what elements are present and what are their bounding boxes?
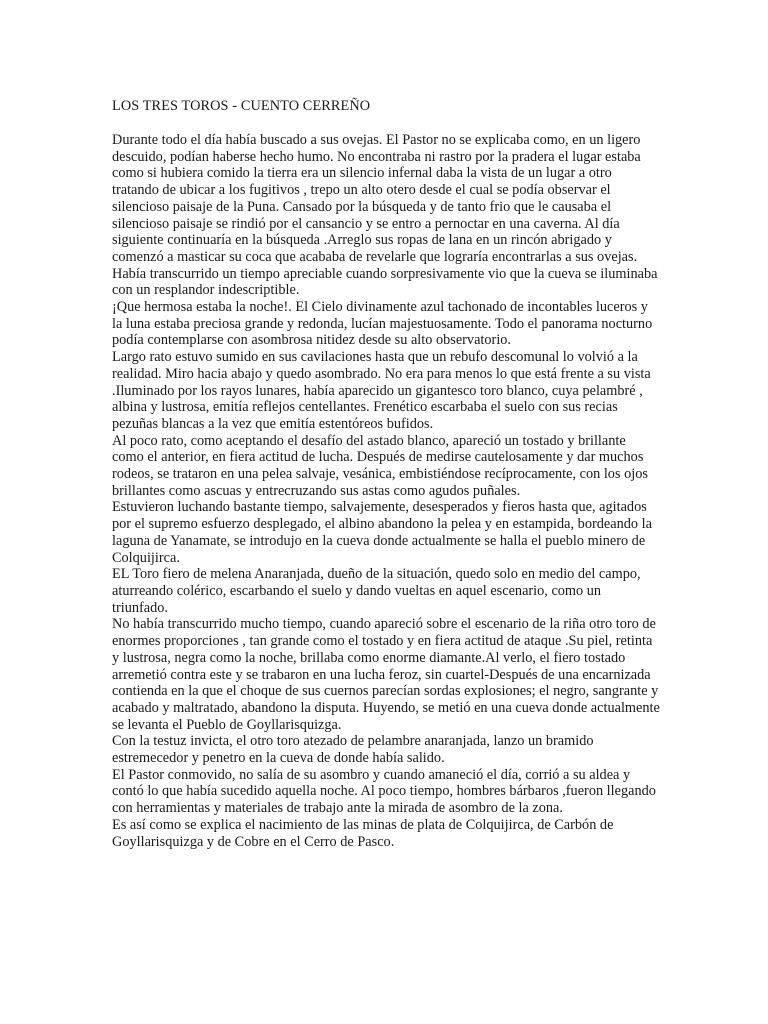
paragraph-10: Es así como se explica el nacimiento de las minas de plata de Colquijirca, de Carbón de Goyllarisquizga y de Cobre en el Cerro de Pasco. [112,816,614,850]
paragraph-5: Estuvieron luchando bastante tiempo, salvajemente, desesperados y fieros hasta que, agitados por el supremo esfuerzo desplegado, el albino abandono la pelea y en estampida, bordeando la laguna de Yanamate, se introdujo en la cueva donde actualmente se halla el pueblo minero de Colquijirca. [112,499,652,566]
paragraph-6: EL Toro fiero de melena Anaranjada, dueño de la situación, quedo solo en medio del campo, aturreando colérico, escarbando el suelo y dando vueltas en aquel escenario, como un triunfado. [112,566,641,616]
story-body [112,132,660,850]
paragraph-7: No había transcurrido mucho tiempo, cuando apareció sobre el escenario de la riña otro toro de enormes proporciones , tan grande como el tostado y en fiera actitud de ataque .Su piel, retinta y lustrosa, negra como la noche, brillaba como enorme diamante.Al verlo, el fiero tostado arremetió contra este y se trabaron en una lucha feroz, sin cuartel-Después de una encarnizada contienda en la que el choque de sus cuernos parecían sordas explosiones; el negro, sangrante y acabado y maltratado, abandono la disputa. Huyendo, se metió en una cueva donde actualmente se levanta el Pueblo de Goyllarisquizga. [112,616,660,733]
document-page [112,98,660,850]
paragraph-2: ¡Que hermosa estaba la noche!. El Cielo divinamente azul tachonado de incontables luceros y la luna estaba preciosa grande y redonda, lucían majestuosamente. Todo el panorama nocturno podía contemplarse con asombrosa nitidez desde su alto observatorio. [112,299,653,349]
paragraph-8: Con la testuz invicta, el otro toro atezado de pelambre anaranjada, lanzo un bramido estremecedor y penetro en la cueva de donde había salido. [112,733,594,767]
paragraph-4: Al poco rato, como aceptando el desafío del astado blanco, apareció un tostado y brillante como el anterior, en fiera actitud de lucha. Después de medirse cautelosamente y dar muchos rodeos, se trataron en una pelea salvaje, vesánica, embistiéndose recíprocamente, con los ojos brillantes como ascuas y entrecruzando sus astas como agudos puñales. [112,432,648,499]
paragraph-9: El Pastor conmovido, no salía de su asombro y cuando amaneció el día, corrió a su aldea y contó lo que había sucedido aquella noche. Al poco tiempo, hombres bárbaros ,fueron llegando con herramientas y materiales de trabajo ante la mirada de asombro de la zona. [112,766,656,817]
paragraph-1: Durante todo el día había buscado a sus ovejas. El Pastor no se explicaba como, en un ligero descuido, podían haberse hecho humo. No encontraba ni rastro por la pradera el lugar estaba como si hubiera comido la tierra era un silencio infernal daba la vista de un lugar a otro tratando de ubicar a los fugitivos , trepo un alto otero desde el cual se podía observar el silencioso paisaje de la Puna. Cansado por la búsqueda y de tanto frio que le causaba el silencioso paisaje se rindió por el cansancio y se entro a pernoctar en una caverna. Al día siguiente continuaría en la búsqueda .Arreglo sus ropas de lana en un rincón abrigado y comenzó a masticar su coca que acababa de revelarle que lograría encontrarlas a sus ovejas. Había transcurrido un tiempo apreciable cuando sorpresivamente vio que la cueva se iluminaba con un resplandor indescriptible. [112,132,658,299]
paragraph-3: Largo rato estuvo sumido en sus cavilaciones hasta que un rebufo descomunal lo volvió a la realidad. Miro hacia abajo y quedo asombrado. No era para menos lo que está frente a su vista .Iluminado por los rayos lunares, había aparecido un gigantesco toro blanco, cuya pelambré , albina y lustrosa, emitía reflejos centellantes. Frenético escarbaba el suelo con sus recias pezuñas blancas a la vez que emitía estentóreos bufidos. [112,349,651,432]
document-title: LOS TRES TOROS - CUENTO CERREÑO [112,98,371,114]
